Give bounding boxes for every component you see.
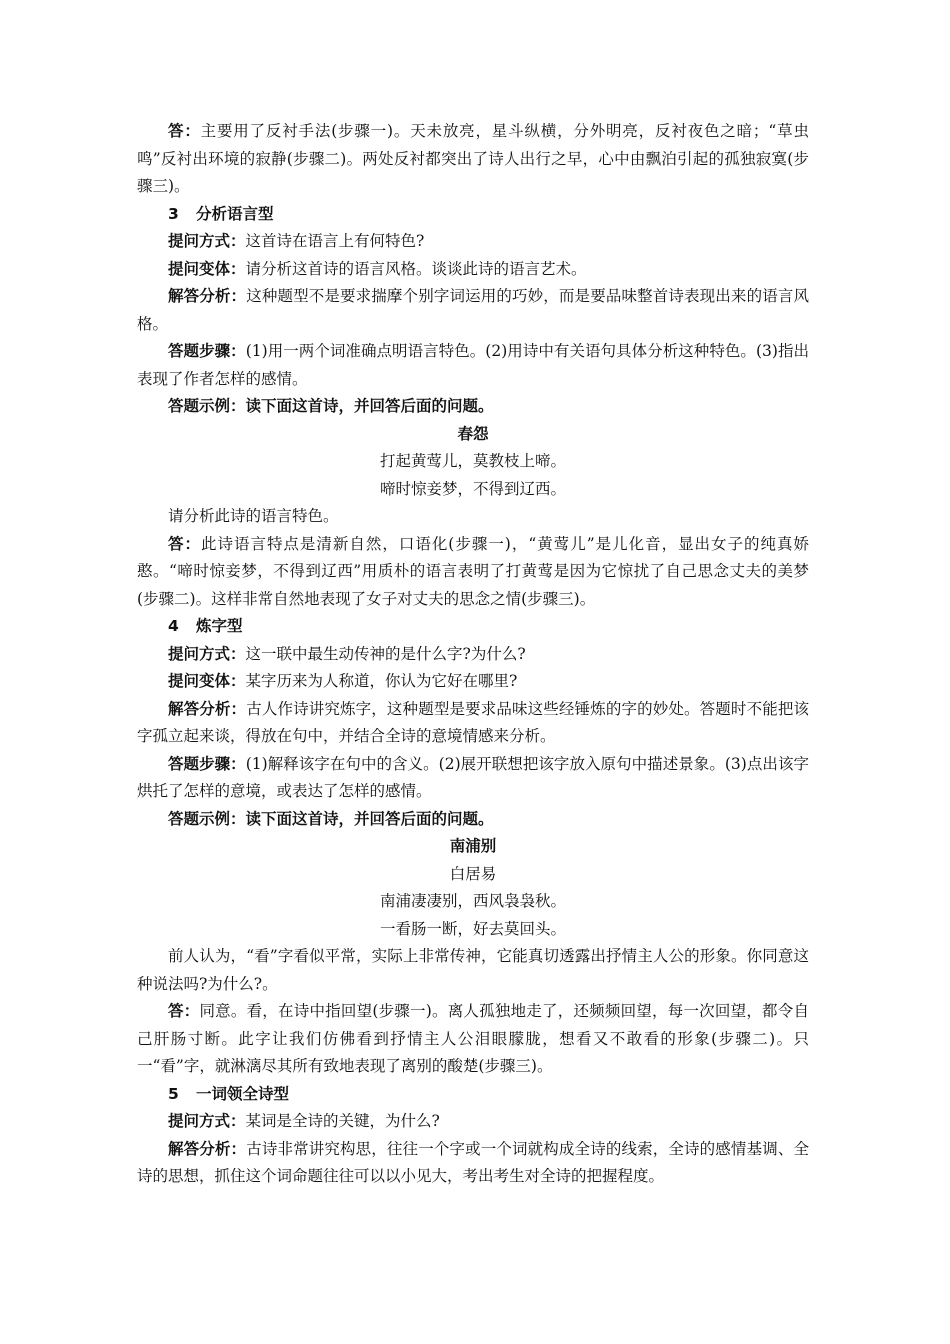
answer-text: 主要用了反衬手法(步骤一)。天未放亮，星斗纵横，分外明亮，反衬夜色之暗；“草虫鸣”反衬出环境的寂静(步骤二)。两处反衬都突出了诗人出行之早，心中由飘泊引起的孤独寂寞(步骤三)。 [137, 122, 809, 195]
ask-method-text: 这首诗在语言上有何特色? [245, 232, 425, 250]
section-title: 炼字型 [196, 617, 243, 635]
steps-label: 答题步骤： [168, 754, 246, 773]
s4-steps [137, 751, 809, 806]
analysis-text: 古人作诗讲究炼字，这种题型是要求品味这些经锤炼的字的妙处。答题时不能把该字孤立起来谈，得放在句中，并结合全诗的意境情感来分析。 [137, 699, 809, 745]
s3-question: 请分析此诗的语言特色。 [168, 507, 339, 525]
ask-method-label: 提问方式： [168, 232, 246, 250]
s4-answer [137, 998, 809, 1081]
poem-author: 白居易 [449, 864, 497, 883]
poem-title: 春怨 [457, 424, 489, 443]
section-5-heading [137, 1081, 809, 1109]
s4-analysis [137, 696, 809, 751]
poem-line: 啼时惊妾梦，不得到辽西。 [379, 479, 566, 498]
analysis-label: 解答分析： [168, 1139, 247, 1158]
s4-ask-method [137, 641, 809, 669]
s4-example [137, 806, 809, 834]
ask-variant-text: 某字历来为人称道，你认为它好在哪里? [245, 672, 518, 690]
answer-text: 此诗语言特点是清新自然，口语化(步骤一)，“黄莺儿”是儿化音，显出女子的纯真娇憨。“啼时惊妾梦，不得到辽西”用质朴的语言表明了打黄莺是因为它惊扰了自己思念丈夫的美梦(步骤二)。这样非常自然地表现了女子对丈夫的思念之情(步骤三)。 [137, 534, 809, 608]
poem-line: 南浦凄凄别，西风袅袅秋。 [379, 892, 566, 910]
s3-steps [137, 338, 809, 393]
answer-label: 答： [168, 534, 201, 553]
section-number: 3 [168, 204, 179, 223]
ask-method-label: 提问方式： [168, 644, 246, 663]
s4-ask-variant [137, 668, 809, 696]
section-number: 5 [168, 1084, 179, 1103]
example-text: 读下面这首诗，并回答后面的问题。 [245, 397, 494, 415]
s3-answer [137, 531, 809, 614]
analysis-text: 古诗非常讲究构思，往往一个字或一个词就构成全诗的线索，全诗的感情基调、全诗的思想，抓住这个词命题往往可以以小见大，考出考生对全诗的把握程度。 [137, 1139, 809, 1185]
section-2-answer [137, 118, 809, 201]
s5-ask-method [137, 1108, 809, 1136]
ask-variant-label: 提问变体： [168, 259, 246, 278]
poem-line: 一看肠一断，好去莫回头。 [379, 919, 566, 938]
ask-variant-text: 请分析这首诗的语言风格。谈谈此诗的语言艺术。 [245, 259, 587, 278]
s3-ask-variant [137, 256, 809, 284]
answer-label: 答： [168, 1002, 200, 1020]
section-number: 4 [168, 617, 179, 635]
s3-example [137, 393, 809, 421]
s5-analysis [137, 1136, 809, 1191]
analysis-label: 解答分析： [168, 699, 247, 718]
steps-text: (1)用一两个词准确点明语言特色。(2)用诗中有关语句具体分析这种特色。(3)指出表现了作者怎样的感情。 [137, 342, 809, 388]
section-title: 分析语言型 [196, 204, 274, 223]
example-text: 读下面这首诗，并回答后面的问题。 [245, 809, 494, 828]
ask-method-label: 提问方式： [168, 1112, 246, 1130]
s4-question: 前人认为，“看”字看似平常，实际上非常传神，它能真切透露出抒情主人公的形象。你同意这种说法吗?为什么?。 [137, 947, 809, 993]
example-label: 答题示例： [168, 397, 246, 415]
document-page [137, 118, 809, 1191]
analysis-text: 这种题型不是要求揣摩个别字词运用的巧妙，而是要品味整首诗表现出来的语言风格。 [137, 287, 809, 333]
section-title: 一词领全诗型 [196, 1084, 290, 1103]
section-3-heading [137, 201, 809, 229]
steps-text: (1)解释该字在句中的含义。(2)展开联想把该字放入原句中描述景象。(3)点出该字烘托了怎样的意境，或表达了怎样的感情。 [137, 754, 809, 800]
steps-label: 答题步骤： [168, 342, 246, 360]
s3-analysis [137, 283, 809, 338]
analysis-label: 解答分析： [168, 287, 247, 305]
answer-label: 答： [168, 122, 201, 140]
s3-ask-method [137, 228, 809, 256]
ask-method-text: 这一联中最生动传神的是什么字?为什么? [245, 644, 526, 663]
example-label: 答题示例： [168, 809, 246, 828]
ask-method-text: 某词是全诗的关键，为什么? [245, 1112, 440, 1130]
section-4-heading [137, 613, 809, 641]
poem-title: 南浦别 [449, 837, 497, 855]
ask-variant-label: 提问变体： [168, 672, 246, 690]
poem-line: 打起黄莺儿，莫教枝上啼。 [379, 452, 566, 470]
answer-text: 同意。看，在诗中指回望(步骤一)。离人孤独地走了，还频频回望，每一次回望，都令自己肝肠寸断。此字让我们仿佛看到抒情主人公泪眼朦胧，想看又不敢看的形象(步骤二)。只一“看”字，就淋漓尽其所有致地表现了离别的酸楚(步骤三)。 [137, 1002, 809, 1075]
